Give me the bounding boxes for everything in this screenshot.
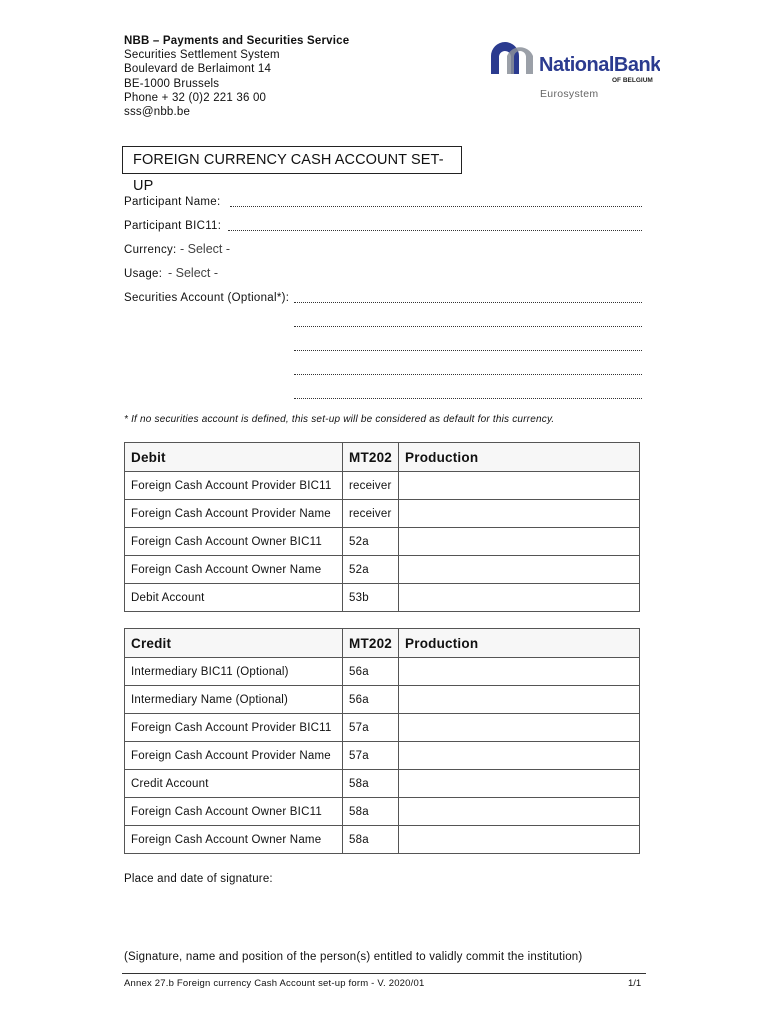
row-code: 52a xyxy=(343,528,399,556)
securities-account-field[interactable] xyxy=(294,398,642,399)
row-label: Foreign Cash Account Owner BIC11 xyxy=(125,528,343,556)
signature-note: (Signature, name and position of the person(s) entitled to validly commit the institution) xyxy=(124,951,583,963)
table-row xyxy=(125,826,640,854)
credit-header: Credit xyxy=(125,629,343,658)
table-row xyxy=(125,472,640,500)
form-title: FOREIGN CURRENCY CASH ACCOUNT SET-UP xyxy=(122,146,462,174)
table-row xyxy=(125,770,640,798)
sender-address xyxy=(124,34,349,119)
row-label: Foreign Cash Account Provider Name xyxy=(125,500,343,528)
logo-brand-text: NationalBank xyxy=(539,54,660,76)
production-cell[interactable] xyxy=(399,826,640,854)
table-row xyxy=(125,686,640,714)
row-label: Foreign Cash Account Owner Name xyxy=(125,826,343,854)
eurosystem-label: Eurosystem xyxy=(540,88,599,100)
production-cell[interactable] xyxy=(399,770,640,798)
table-row xyxy=(125,714,640,742)
currency-select[interactable]: - Select - xyxy=(180,242,231,256)
logo-sub-text: OF BELGIUM xyxy=(612,77,653,84)
table-row xyxy=(125,584,640,612)
production-cell[interactable] xyxy=(399,686,640,714)
securities-account-field[interactable] xyxy=(294,350,642,351)
production-cell[interactable] xyxy=(399,658,640,686)
row-code: 53b xyxy=(343,584,399,612)
mt202-header: MT202 xyxy=(343,629,399,658)
production-cell[interactable] xyxy=(399,500,640,528)
table-row xyxy=(125,500,640,528)
production-cell[interactable] xyxy=(399,584,640,612)
participant-bic-label: Participant BIC11: xyxy=(124,220,222,232)
address-line: Phone + 32 (0)2 221 36 00 xyxy=(124,91,267,104)
footer-divider xyxy=(122,973,646,974)
row-label: Foreign Cash Account Provider Name xyxy=(125,742,343,770)
participant-name-field[interactable] xyxy=(230,206,642,207)
row-code: 58a xyxy=(343,770,399,798)
table-row xyxy=(125,742,640,770)
row-code: 58a xyxy=(343,826,399,854)
table-row xyxy=(125,556,640,584)
row-code: 57a xyxy=(343,714,399,742)
production-cell[interactable] xyxy=(399,556,640,584)
address-line: BE-1000 Brussels xyxy=(124,77,220,90)
row-code: 57a xyxy=(343,742,399,770)
row-label: Intermediary BIC11 (Optional) xyxy=(125,658,343,686)
credit-table xyxy=(124,628,640,854)
production-cell[interactable] xyxy=(399,798,640,826)
securities-account-field[interactable] xyxy=(294,374,642,375)
usage-select[interactable]: - Select - xyxy=(168,266,219,280)
row-code: 52a xyxy=(343,556,399,584)
row-code: 56a xyxy=(343,686,399,714)
row-label: Foreign Cash Account Provider BIC11 xyxy=(125,714,343,742)
row-label: Debit Account xyxy=(125,584,343,612)
footer-text: Annex 27.b Foreign currency Cash Account set-up form - V. 2020/01 xyxy=(124,978,425,989)
row-label: Intermediary Name (Optional) xyxy=(125,686,343,714)
production-header: Production xyxy=(399,443,640,472)
currency-label: Currency: xyxy=(124,244,177,256)
participant-bic-field[interactable] xyxy=(228,230,642,231)
debit-table xyxy=(124,442,640,612)
row-label: Foreign Cash Account Owner BIC11 xyxy=(125,798,343,826)
row-code: receiver xyxy=(343,472,399,500)
address-line: Securities Settlement System xyxy=(124,49,280,62)
production-cell[interactable] xyxy=(399,472,640,500)
table-row xyxy=(125,658,640,686)
production-cell[interactable] xyxy=(399,742,640,770)
address-line: sss@nbb.be xyxy=(124,106,191,119)
securities-account-field[interactable] xyxy=(294,302,642,303)
row-code: 56a xyxy=(343,658,399,686)
row-label: Credit Account xyxy=(125,770,343,798)
production-cell[interactable] xyxy=(399,528,640,556)
row-code: 58a xyxy=(343,798,399,826)
table-row xyxy=(125,528,640,556)
participant-name-label: Participant Name: xyxy=(124,196,221,208)
address-line: Boulevard de Berlaimont 14 xyxy=(124,63,272,76)
nbb-logo-mark-icon xyxy=(488,38,660,88)
page-number: 1/1 xyxy=(628,978,642,989)
debit-header: Debit xyxy=(125,443,343,472)
row-label: Foreign Cash Account Provider BIC11 xyxy=(125,472,343,500)
production-header: Production xyxy=(399,629,640,658)
row-label: Foreign Cash Account Owner Name xyxy=(125,556,343,584)
place-date-label: Place and date of signature: xyxy=(124,873,273,885)
table-row xyxy=(125,798,640,826)
org-name: NBB – Payments and Securities Service xyxy=(124,35,350,47)
row-code: receiver xyxy=(343,500,399,528)
securities-account-label: Securities Account (Optional*): xyxy=(124,292,290,304)
production-cell[interactable] xyxy=(399,714,640,742)
usage-label: Usage: xyxy=(124,268,163,280)
mt202-header: MT202 xyxy=(343,443,399,472)
footnote: * If no securities account is defined, this set-up will be considered as default for this currency. xyxy=(124,414,555,425)
securities-account-field[interactable] xyxy=(294,326,642,327)
